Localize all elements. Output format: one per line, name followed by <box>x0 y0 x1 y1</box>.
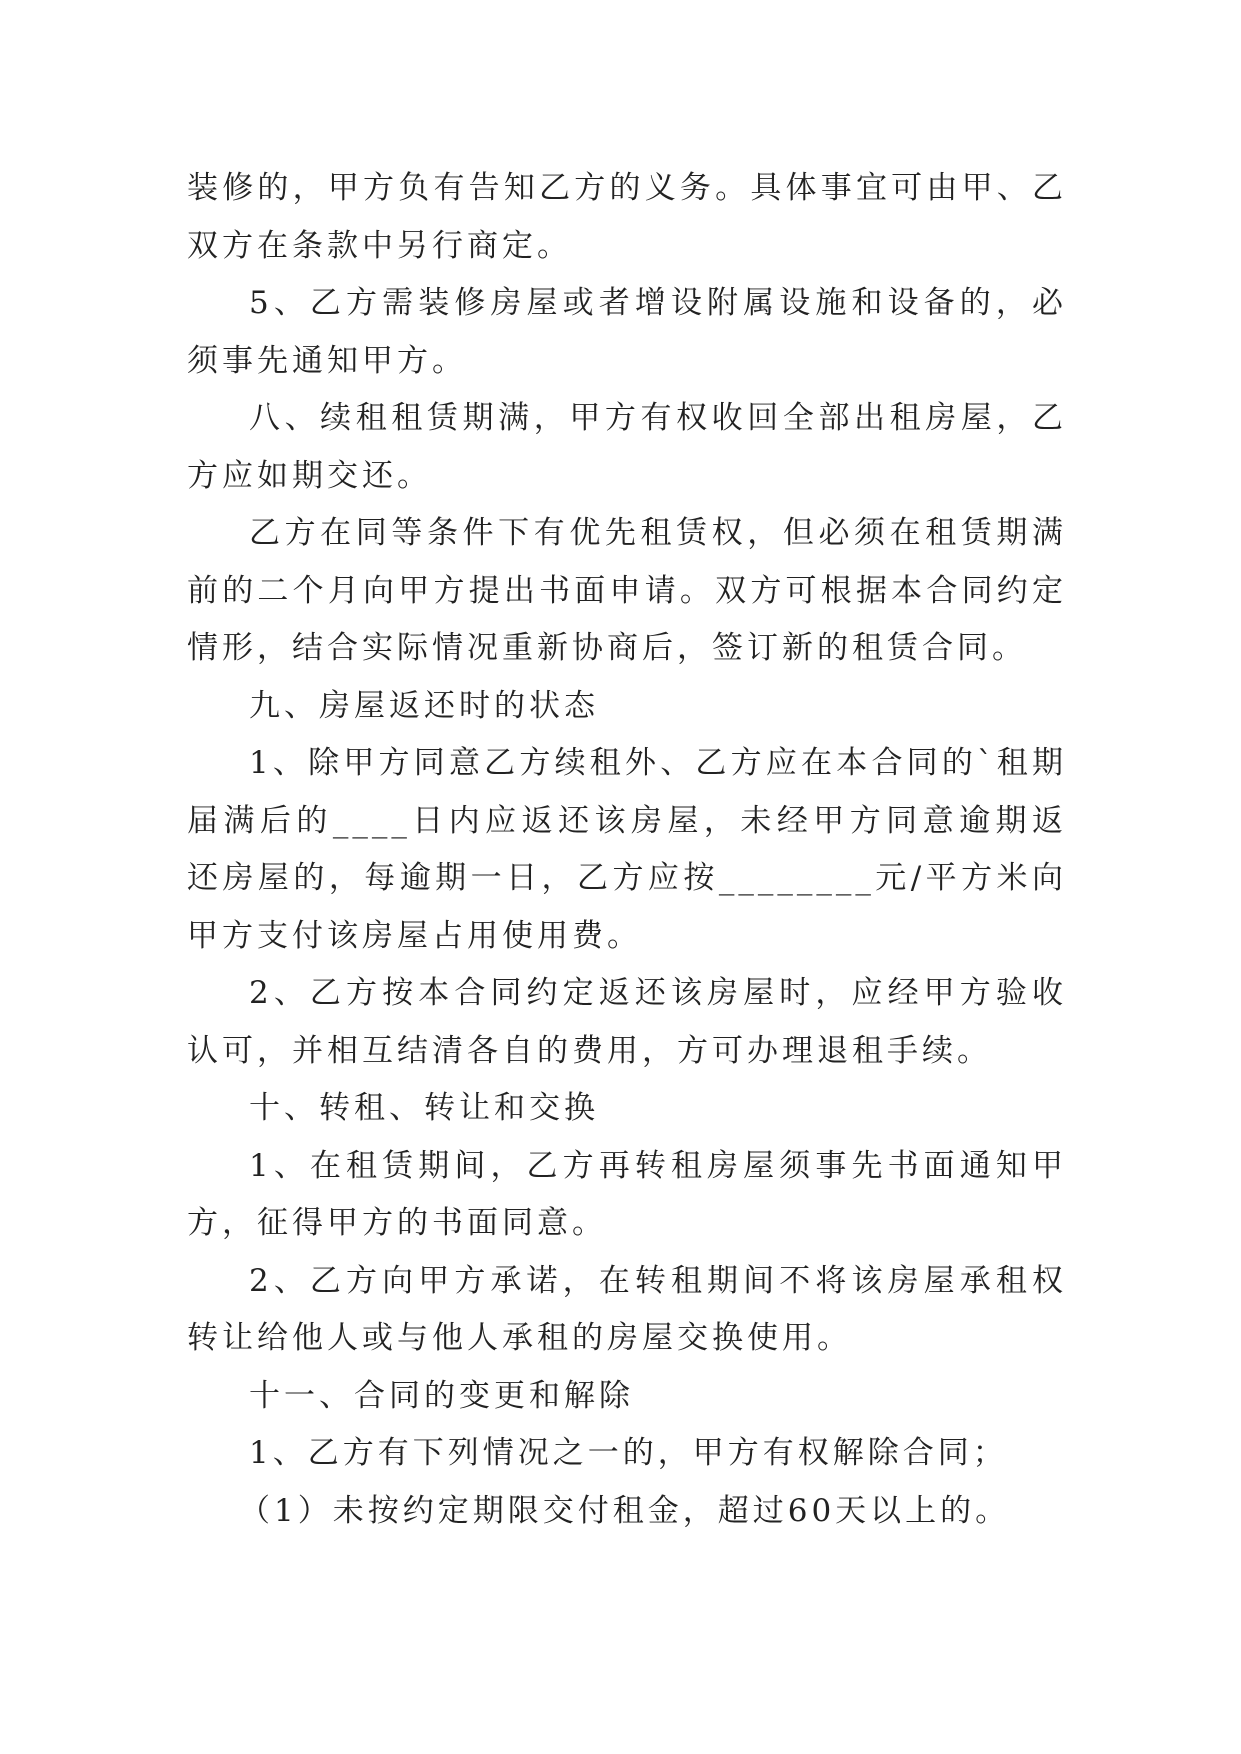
paragraph-section-9-clause-1: 1、除甲方同意乙方续租外、乙方应在本合同的`租期届满后的____日内应返还该房屋，未经甲方同意逾期返还房屋的，每逾期一日，乙方应按________元/平方米向甲方支付该房屋占用使用费。 <box>187 745 1067 954</box>
paragraph-continuation: 装修的，甲方负有告知乙方的义务。具体事宜可由甲、乙双方在条款中另行商定。 <box>187 170 1067 264</box>
paragraph-section-11-clause-1: 1、乙方有下列情况之一的，甲方有权解除合同； <box>249 1435 1008 1471</box>
paragraph-priority-renewal: 乙方在同等条件下有优先租赁权，但必须在租赁期满前的二个月向甲方提出书面申请。双方可根据本合同约定情形，结合实际情况重新协商后，签订新的租赁合同。 <box>187 515 1067 666</box>
paragraph-section-10-heading: 十、转租、转让和交换 <box>249 1090 599 1126</box>
paragraph-section-9-clause-2: 2、乙方按本合同约定返还该房屋时，应经甲方验收认可，并相互结清各自的费用，方可办理退租手续。 <box>187 975 1067 1069</box>
paragraph-clause-5: 5、乙方需装修房屋或者增设附属设施和设备的，必须事先通知甲方。 <box>187 285 1067 379</box>
paragraph-section-8-heading: 八、续租租赁期满，甲方有权收回全部出租房屋，乙方应如期交还。 <box>187 400 1067 494</box>
paragraph-section-11-heading: 十一、合同的变更和解除 <box>249 1377 634 1414</box>
paragraph-section-11-item-1: （1）未按约定期限交付租金，超过60天以上的。 <box>239 1492 1011 1529</box>
paragraph-section-9-heading: 九、房屋返还时的状态 <box>249 687 599 724</box>
document-body <box>187 160 1067 1540</box>
paragraph-section-10-clause-2: 2、乙方向甲方承诺，在转租期间不将该房屋承租权转让给他人或与他人承租的房屋交换使用。 <box>187 1262 1067 1356</box>
paragraph-section-10-clause-1: 1、在租赁期间，乙方再转租房屋须事先书面通知甲方，征得甲方的书面同意。 <box>187 1147 1067 1241</box>
